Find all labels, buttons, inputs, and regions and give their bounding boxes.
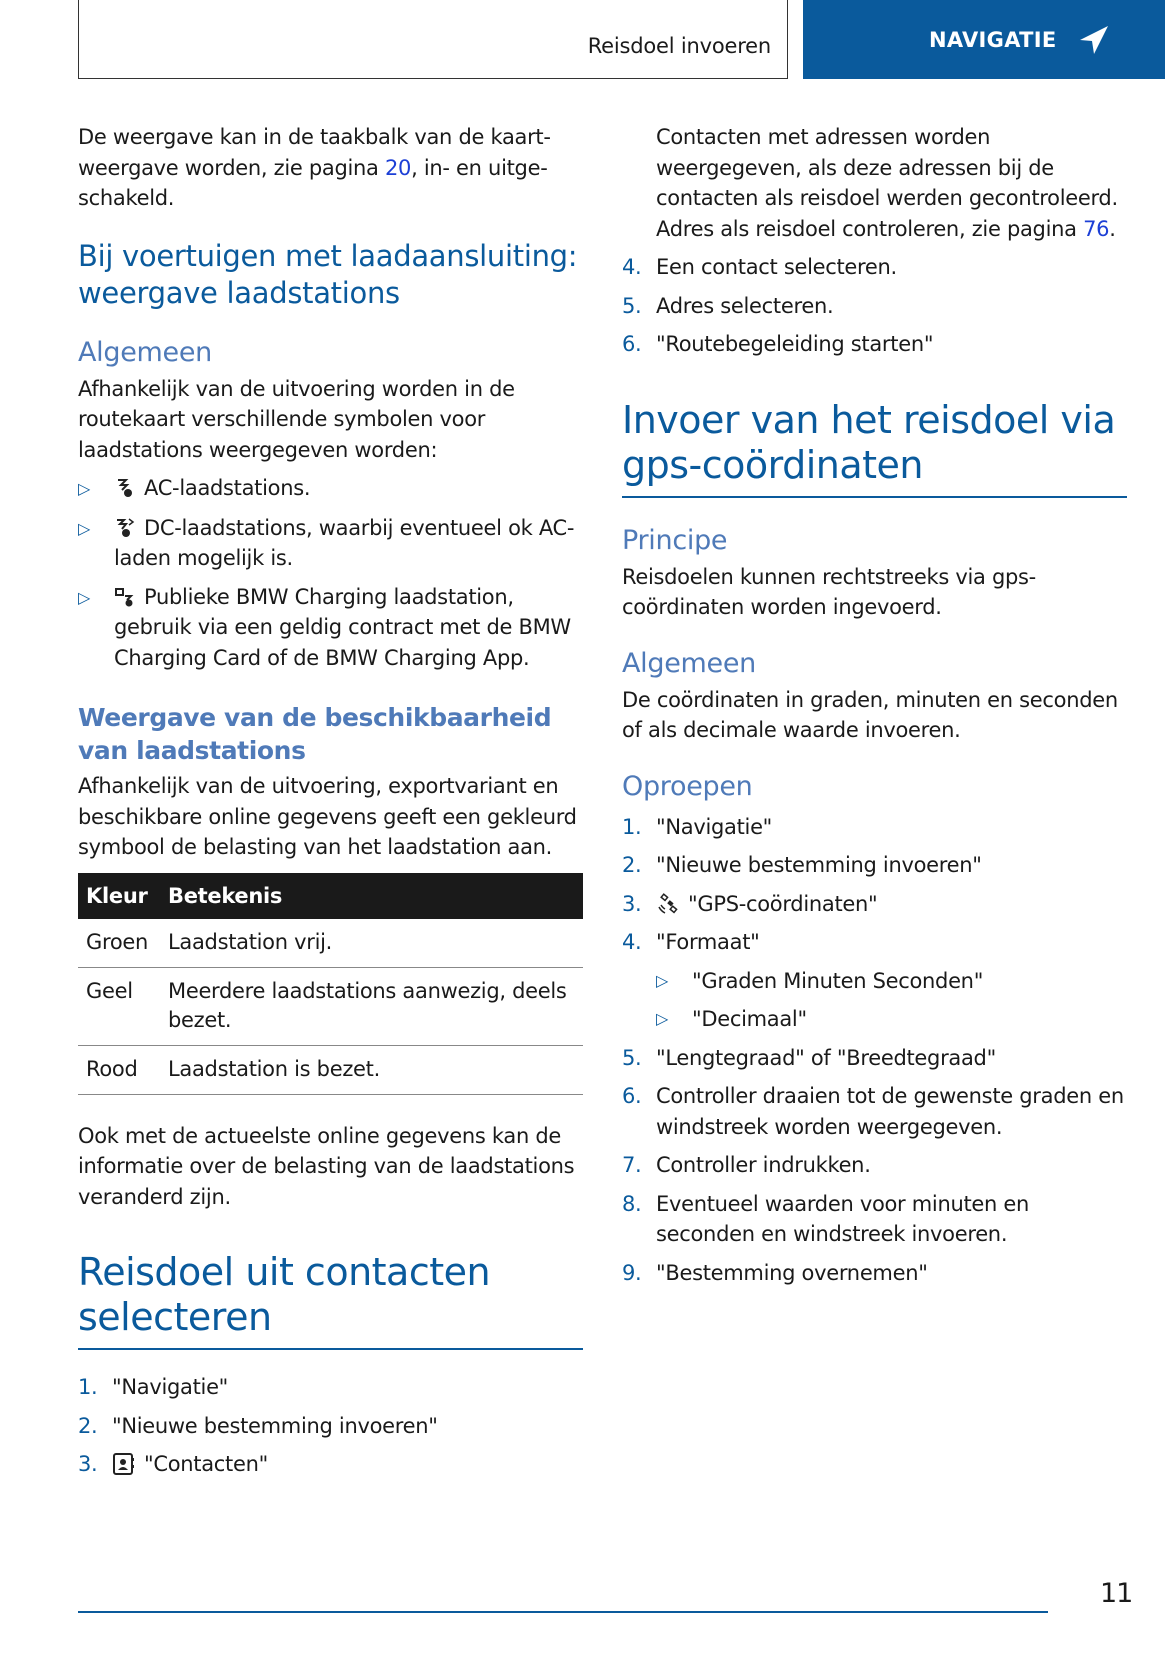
- call-heading: Oproepen: [622, 770, 753, 802]
- table-header-row: [78, 873, 583, 919]
- list-item: 1. "Navigatie": [622, 814, 773, 839]
- column-header-meaning: Betekenis: [160, 873, 583, 919]
- general-heading: Algemeen: [78, 336, 212, 368]
- page-link-20[interactable]: 20: [384, 155, 412, 180]
- bullet-triangle-icon: ▷: [78, 587, 91, 607]
- bmw-charging-icon: [114, 586, 136, 608]
- list-item: 3. "GPS-coördinaten": [622, 891, 878, 916]
- dc-charging-icon: [114, 517, 136, 539]
- list-item: 5. "Lengtegraad" of "Breedtegraad": [622, 1045, 996, 1070]
- availability-paragraph: Afhankelijk van de uitvoering, exportvariant en beschikbare online gegevens geeft een gekleurd symbool de belasting van het laadstation aan.: [78, 774, 577, 859]
- charging-heading: Bij voertuigen met laadaansluiting: weergave laadstations: [78, 238, 578, 310]
- right-column: [622, 122, 1127, 1288]
- bullet-triangle-icon: ▷: [656, 970, 669, 990]
- contacts-steps: [78, 1372, 583, 1480]
- table-row: Geel Meerdere laadstations aanwezig, deels bezet.: [78, 967, 583, 1045]
- list-item: 9. "Bestemming overnemen": [622, 1260, 928, 1285]
- page-link-76[interactable]: 76: [1083, 216, 1110, 241]
- section-title: Reisdoel invoeren: [587, 34, 771, 58]
- list-item: ▷ "Graden Minuten Seconden": [622, 966, 1127, 997]
- table-row: Groen Laadstation vrij.: [78, 919, 583, 968]
- footer-rule: [78, 1611, 1048, 1613]
- column-header-color: Kleur: [78, 873, 160, 919]
- principle-heading: Principe: [622, 524, 728, 556]
- list-item: 6. Controller draaien tot de gewenste graden en windstreek worden weergegeven.: [622, 1084, 1124, 1139]
- list-item: ▷ DC-laadstations, waarbij eventueel ok AC-laden mogelijk is.: [78, 513, 583, 574]
- general-paragraph: Afhankelijk van de uitvoering worden in de routekaart verschillende symbolen voor laadstations weergegeven worden:: [78, 376, 515, 462]
- principle-paragraph: Reisdoelen kunnen rechtstreeks via gps-coördinaten worden ingevoerd.: [622, 564, 1036, 619]
- list-item: 4. Een contact selecteren.: [622, 255, 897, 279]
- note-paragraph: Ook met de actueelste online gegevens kan de informatie over de belasting van de laadstations veranderd zijn.: [78, 1123, 575, 1209]
- general-paragraph-right: De coördinaten in graden, minuten en seconden of als decimale waarde invoeren.: [622, 687, 1118, 742]
- list-item: 8. Eventueel waarden voor minuten en seconden en windstreek invoeren.: [622, 1191, 1030, 1246]
- intro-paragraph: De weergave kan in de taakbalk van de kaartweergave worden, zie pagina 20, in- en uitgeschakeld.: [78, 125, 551, 210]
- page-number: 11: [1100, 1578, 1133, 1609]
- call-steps: [622, 812, 1127, 1289]
- list-item: ▷ Publieke BMW Charging laadstation, gebruik via een geldig contract met de BMW Charging Card of de BMW Charging App.: [78, 582, 583, 674]
- availability-heading: Weergave van de beschikbaarheid van laadstations: [78, 703, 552, 765]
- availability-table: [78, 873, 583, 1095]
- list-item: 3. "Contacten": [78, 1452, 268, 1476]
- list-item: 5. Adres selecteren.: [622, 293, 834, 318]
- list-item: 6. "Routebegeleiding starten": [622, 332, 934, 356]
- contacts-heading: Reisdoel uit contacten selecteren: [78, 1250, 583, 1350]
- chapter-tab: [803, 0, 1165, 79]
- list-item: ▷ AC-laadstations.: [78, 473, 583, 505]
- list-item: 7. Controller indrukken.: [622, 1153, 871, 1177]
- navigation-arrow-icon: [1077, 23, 1111, 57]
- list-item: 2. "Nieuwe bestemming invoeren": [622, 853, 982, 877]
- contacts-note: Contacten met adressen worden weergegeven, als deze adressen bij de contacten als reisdoel werden gecontroleerd. Adres als reisdoel controleren, zie pagina 76.: [656, 125, 1118, 241]
- left-column: [78, 122, 583, 1480]
- contacts-icon: [112, 1452, 136, 1476]
- running-header: [78, 0, 788, 79]
- general-heading-right: Algemeen: [622, 647, 756, 679]
- gps-heading: Invoer van het reisdoel via gps-coördinaten: [622, 398, 1127, 498]
- ac-charging-icon: [114, 477, 136, 499]
- list-item: 1. "Navigatie": [78, 1375, 229, 1399]
- bullet-triangle-icon: ▷: [656, 1009, 669, 1028]
- bullet-triangle-icon: ▷: [78, 479, 91, 498]
- list-item: ▷ "Decimaal": [622, 1004, 1127, 1035]
- bullet-triangle-icon: ▷: [78, 518, 91, 538]
- table-row: Rood Laadstation is bezet.: [78, 1045, 583, 1094]
- gps-satellite-icon: [656, 892, 680, 916]
- list-item: 4. "Formaat": [622, 930, 760, 954]
- chapter-label: NAVIGATIE: [929, 27, 1057, 52]
- list-item: 2. "Nieuwe bestemming invoeren": [78, 1413, 438, 1438]
